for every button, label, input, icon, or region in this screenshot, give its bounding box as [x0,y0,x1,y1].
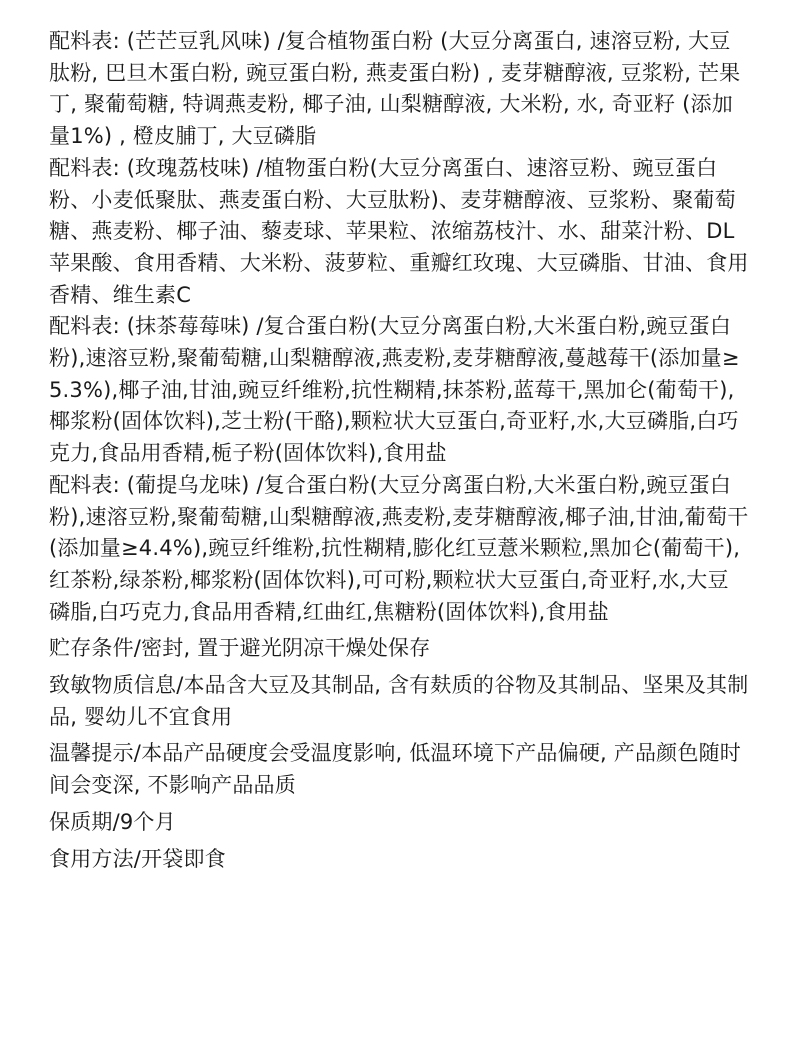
ingredients-rose-lychee: 配料表: (玫瑰荔枝味) /植物蛋白粉(大豆分离蛋白、速溶豆粉、豌豆蛋白粉、小麦低聚肽、燕麦蛋白粉、大豆肽粉)、麦芽糖醇液、豆浆粉、聚葡萄糖、燕麦粉、椰子油、藜麦球、苹果粒、浓缩荔枝汁、水、甜菜汁粉、DL苹果酸、食用香精、大米粉、菠萝粒、重瓣红玫瑰、大豆磷脂、甘油、食用香精、维生素C [49,155,749,307]
warm-tip: 温馨提示/本品产品硬度会受温度影响, 低温环境下产品偏硬, 产品颜色随时间会变深, 不影响产品品质 [49,741,741,798]
ingredients-matcha-berry: 配料表: (抹茶莓莓味) /复合蛋白粉(大豆分离蛋白粉,大米蛋白粉,豌豆蛋白粉),速溶豆粉,聚葡萄糖,山梨糖醇液,燕麦粉,麦芽糖醇液,蔓越莓干(添加量≥5.3%),椰子油,甘油,豌豆纤维粉,抗性糊精,抹茶粉,蓝莓干,黑加仑(葡萄干),椰浆粉(固体饮料),芝士粉(干酪),颗粒状大豆蛋白,奇亚籽,水,大豆磷脂,白巧克力,食品用香精,栀子粉(固体饮料),食用盐 [49,314,740,466]
ingredients-grape-oolong: 配料表: (葡提乌龙味) /复合蛋白粉(大豆分离蛋白粉,大米蛋白粉,豌豆蛋白粉),速溶豆粉,聚葡萄糖,山梨糖醇液,燕麦粉,麦芽糖醇液,椰子油,甘油,葡萄干(添加量≥4.4%),豌豆纤维粉,抗性糊精,膨化红豆薏米颗粒,黑加仑(葡萄干),红茶粉,绿茶粉,椰浆粉(固体饮料),可可粉,颗粒状大豆蛋白,奇亚籽,水,大豆磷脂,白巧克力,食品用香精,红曲红,焦糖粉(固体饮料),食用盐 [49,472,749,624]
ingredients-mango-soy-milk: 配料表: (芒芒豆乳风味) /复合植物蛋白粉 (大豆分离蛋白, 速溶豆粉, 大豆肽粉, 巴旦木蛋白粉, 豌豆蛋白粉, 燕麦蛋白粉) , 麦芽糖醇液, 豆浆粉, 芒果丁, 聚葡萄糖, 特调燕麦粉, 椰子油, 山梨糖醇液, 大米粉, 水, 奇亚籽 (添加量1%) , 橙皮脯丁, 大豆磷脂 [49,29,741,149]
usage-method: 食用方法/开袋即食 [49,846,226,871]
allergen-info: 致敏物质信息/本品含大豆及其制品, 含有麸质的谷物及其制品、坚果及其制品, 婴幼儿不宜食用 [49,673,749,729]
ingredient-label-document [49,26,749,875]
storage-conditions: 贮存条件/密封, 置于避光阴凉干燥处保存 [49,636,431,661]
shelf-life: 保质期/9个月 [49,809,176,834]
